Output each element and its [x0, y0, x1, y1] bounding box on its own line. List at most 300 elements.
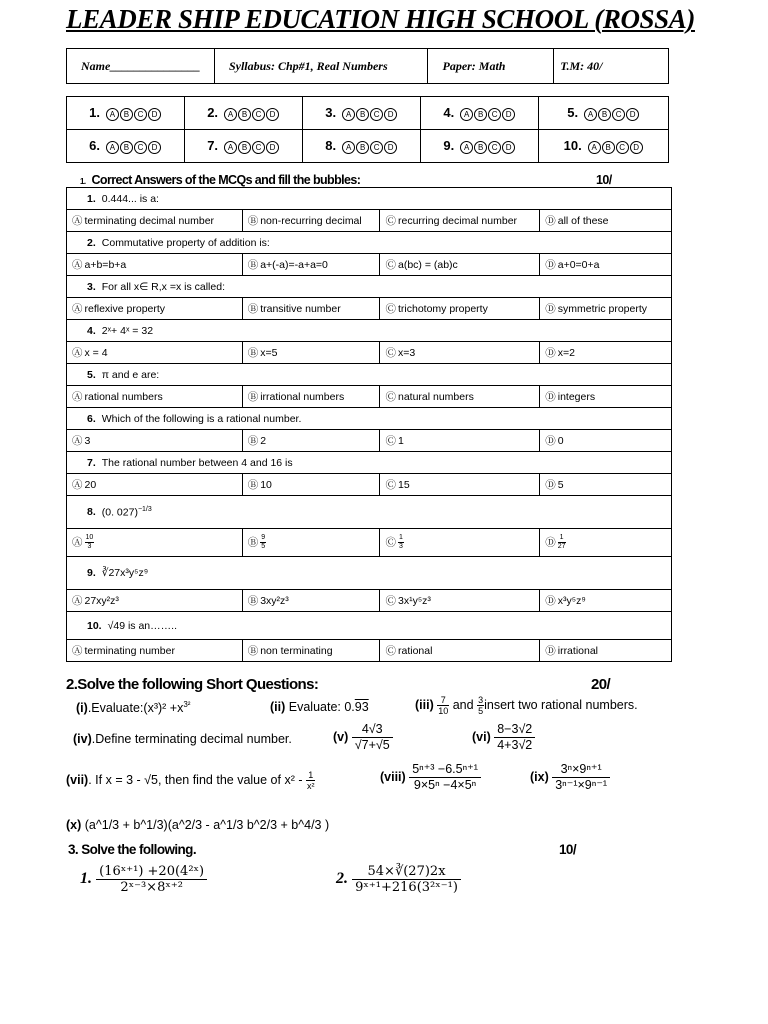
section3-title: 3. Solve the following.: [68, 842, 196, 857]
q-expression: (a^1/3 + b^1/3)(a^2/3 - a^1/3 b^2/3 + b^4/3 ): [84, 818, 330, 832]
option-fraction: [85, 534, 95, 551]
mcq-option[interactable]: [67, 640, 243, 662]
mcq-question-text: Which of the following is a rational number.: [101, 412, 302, 425]
fraction-numerator: (16ˣ⁺¹) +20(4²ˣ): [96, 864, 207, 880]
fraction-numerator: 4√3: [352, 722, 393, 738]
mcq-options-row: [67, 474, 672, 496]
option-text: non-recurring decimal: [260, 215, 362, 227]
bubble-cell: [185, 97, 303, 130]
fraction-expression: [494, 722, 535, 753]
mcq-exponent: −1/3: [137, 505, 152, 513]
mcq-option[interactable]: [380, 254, 540, 276]
q-label: (vi): [472, 729, 491, 744]
answer-bubble[interactable]: A: [584, 108, 597, 121]
mcq-question-text: For all x∈ R,x =x is called:: [101, 280, 225, 293]
bubble-cell: [67, 97, 185, 130]
short-q-iv: [73, 732, 292, 746]
mcq-option[interactable]: [540, 210, 672, 232]
answer-bubble[interactable]: D: [384, 141, 397, 154]
mcq-option[interactable]: [540, 254, 672, 276]
short-q-iii: [415, 695, 638, 716]
fraction-denominator: 27: [557, 543, 566, 550]
fraction-numerator: 1: [398, 534, 403, 541]
mcq-option[interactable]: [67, 430, 243, 452]
option-text: a+b=b+a: [84, 259, 127, 271]
option-letter: Ⓓ: [545, 645, 556, 657]
option-letter: Ⓓ: [545, 215, 556, 227]
fraction-denominator: 9ˣ⁺¹+216(3²ˣ⁻¹): [355, 880, 458, 895]
answer-bubble[interactable]: B: [474, 141, 487, 154]
short-q-ii: [270, 700, 369, 714]
mcq-question-text: (0. 027): [101, 506, 138, 519]
option-letter: Ⓓ: [545, 303, 556, 315]
bubble-cell: [539, 97, 669, 130]
answer-bubble[interactable]: B: [120, 108, 133, 121]
fraction-expression: [552, 762, 610, 793]
bubble-cell: [421, 97, 539, 130]
answer-bubble[interactable]: C: [370, 141, 383, 154]
mcq-option[interactable]: [242, 210, 380, 232]
bubble-cell: [67, 130, 185, 163]
option-text: 15: [397, 479, 410, 491]
option-text: 2: [260, 435, 267, 447]
mcq-number: 9.: [87, 567, 96, 579]
answer-bubble[interactable]: C: [616, 141, 629, 154]
fraction-seven-tenths: [437, 695, 449, 716]
mcq-option[interactable]: [540, 298, 672, 320]
option-letter: Ⓒ: [385, 347, 396, 359]
option-letter: Ⓒ: [385, 645, 396, 657]
mcq-option[interactable]: [380, 529, 540, 557]
q-label: (ix): [530, 769, 549, 784]
bubble-row: [67, 97, 669, 130]
fraction-numerator: 1: [306, 770, 316, 781]
answer-bubble[interactable]: A: [106, 108, 119, 121]
mcq-question-row: [67, 496, 672, 529]
mcq-option[interactable]: [242, 640, 380, 662]
q-text: Evaluate: 0.: [288, 700, 355, 714]
answer-bubble[interactable]: D: [384, 108, 397, 121]
short-q-i: [76, 700, 190, 715]
option-letter: Ⓐ: [72, 435, 83, 447]
mcq-options-row: [67, 298, 672, 320]
q-text: .Define terminating decimal number.: [91, 732, 292, 746]
option-letter: Ⓑ: [247, 215, 259, 227]
mcq-number: 10.: [87, 619, 102, 632]
answer-bubble[interactable]: D: [148, 141, 161, 154]
short-q-ix: [530, 762, 610, 793]
answer-bubble[interactable]: B: [474, 108, 487, 121]
paper-header-table: [66, 48, 669, 84]
mcq-question-row: [67, 232, 672, 254]
mcq-question-row: [67, 320, 672, 342]
mcq-question-text: π and e are:: [101, 368, 160, 381]
bubble-question-number: 5.: [567, 105, 579, 121]
mcq-question-row: [67, 276, 672, 298]
mcq-option[interactable]: [540, 640, 672, 662]
mcq-question: [67, 364, 672, 386]
mcq-question-text: Commutative property of addition is:: [101, 236, 270, 249]
answer-bubble[interactable]: B: [602, 141, 615, 154]
mcq-question-text: 2ˣ+ 4ˣ = 32: [101, 324, 154, 337]
fraction-numerator: 3: [478, 695, 484, 705]
fraction-numerator: 1: [559, 534, 564, 541]
bubble-cell: [185, 130, 303, 163]
mcq-number: 4.: [87, 324, 96, 337]
mcq-question-row: [67, 188, 672, 210]
answer-bubble[interactable]: C: [488, 141, 501, 154]
q-label: (iv): [73, 732, 92, 746]
answer-bubble[interactable]: D: [626, 108, 639, 121]
option-text: rational numbers: [84, 391, 163, 403]
student-name-field[interactable]: Name_______________: [67, 49, 215, 84]
mcq-question: [67, 188, 672, 210]
answer-bubble[interactable]: A: [106, 141, 119, 154]
mcq-options-row: [67, 430, 672, 452]
recurring-digits: 93: [354, 700, 369, 714]
section2-title: 2.Solve the following Short Questions:: [66, 676, 319, 693]
fraction-denominator: 5: [478, 706, 484, 716]
answer-bubble[interactable]: A: [460, 141, 473, 154]
mcq-option[interactable]: [540, 590, 672, 612]
fraction-denominator: 3: [398, 543, 403, 550]
fraction-numerator: 54×∛(27)2x: [352, 864, 461, 880]
mcq-option[interactable]: [380, 474, 540, 496]
answer-bubble[interactable]: A: [224, 108, 237, 121]
q-text: insert two rational numbers.: [484, 697, 638, 712]
answer-bubble[interactable]: A: [342, 108, 355, 121]
option-letter: Ⓑ: [247, 259, 259, 271]
mcq-options-row: [67, 529, 672, 557]
mcq-option[interactable]: [67, 590, 243, 612]
answer-bubble[interactable]: C: [370, 108, 383, 121]
answer-bubble[interactable]: D: [148, 108, 161, 121]
mcq-option[interactable]: [242, 342, 380, 364]
answer-bubble[interactable]: D: [502, 141, 515, 154]
section2-heading: [66, 675, 622, 695]
option-letter: Ⓑ: [247, 595, 259, 607]
option-fraction: [558, 534, 566, 551]
fraction-numerator: 5ⁿ⁺³ −6.5ⁿ⁺¹: [409, 762, 481, 778]
option-text: 5: [557, 479, 564, 491]
section1-marks: 10/: [596, 173, 612, 187]
fraction-denominator: 9×5ⁿ −4×5ⁿ: [413, 778, 477, 792]
option-text: trichotomy property: [397, 303, 488, 315]
answer-bubble[interactable]: A: [224, 141, 237, 154]
answer-bubble[interactable]: D: [266, 141, 279, 154]
solve-q2: [336, 864, 461, 895]
mcq-number: 3.: [87, 280, 96, 293]
q-exponent: 3²: [183, 700, 191, 709]
mcq-question: [67, 408, 672, 430]
mcq-question-text: ∛27x³y⁵z⁹: [101, 567, 149, 579]
mcq-option[interactable]: [242, 590, 380, 612]
option-text: 27xy²z³: [84, 595, 119, 607]
mcq-option[interactable]: [380, 210, 540, 232]
mcq-question: [67, 232, 672, 254]
mcq-question: [67, 452, 672, 474]
section1-title: Correct Answers of the MCQs and fill the bubbles:: [91, 173, 361, 187]
bubble-question-number: 10.: [563, 138, 582, 154]
short-q-vii: [66, 770, 315, 791]
option-text: 20: [84, 479, 97, 491]
mcq-option[interactable]: [242, 298, 380, 320]
mcq-option[interactable]: [540, 474, 672, 496]
answer-bubble[interactable]: C: [252, 141, 265, 154]
bubble-question-number: 9.: [443, 138, 455, 154]
q-label: 2.: [336, 870, 348, 887]
bubble-question-number: 6.: [89, 138, 100, 154]
mcq-option[interactable]: [380, 342, 540, 364]
answer-bubble[interactable]: D: [266, 108, 279, 121]
answer-bubble[interactable]: B: [598, 108, 611, 121]
option-letter: Ⓐ: [72, 303, 83, 315]
mcq-option[interactable]: [67, 254, 243, 276]
mcq-question: [67, 612, 672, 640]
total-marks-label: T.M: 40/: [554, 49, 669, 84]
mcq-option[interactable]: [380, 640, 540, 662]
option-letter: Ⓐ: [72, 645, 83, 657]
option-letter: Ⓒ: [385, 303, 396, 315]
mcq-option[interactable]: [242, 474, 380, 496]
option-text: rational: [397, 645, 433, 657]
answer-bubble[interactable]: B: [238, 108, 251, 121]
fraction-denominator: √7+√5: [354, 738, 390, 752]
section1-heading: [80, 172, 620, 188]
solve-q1: [80, 864, 207, 895]
section3-marks: 10/: [559, 842, 576, 857]
answer-bubble-sheet: [66, 96, 669, 163]
short-q-viii: [380, 762, 481, 793]
option-letter: Ⓒ: [385, 536, 396, 549]
option-text: transitive number: [260, 303, 341, 315]
bubble-question-number: 4.: [443, 105, 455, 121]
option-letter: Ⓓ: [545, 536, 556, 549]
mcq-question-text: √49 is an……..: [107, 619, 177, 632]
fraction-expression: [352, 722, 393, 753]
option-text: a+0=0+a: [557, 259, 600, 271]
option-text: terminating number: [84, 645, 175, 657]
option-letter: Ⓐ: [72, 595, 83, 607]
syllabus-label: Syllabus: Chp#1, Real Numbers: [214, 49, 428, 84]
mcq-option[interactable]: [242, 386, 380, 408]
option-letter: Ⓒ: [385, 215, 396, 227]
q-label: 1.: [80, 870, 92, 887]
bubble-question-number: 3.: [325, 105, 337, 121]
answer-bubble[interactable]: C: [252, 108, 265, 121]
fraction-one-over-x-squared: [306, 770, 316, 791]
mcq-option[interactable]: [67, 298, 243, 320]
option-letter: Ⓒ: [385, 435, 396, 447]
fraction-numerator: 9: [261, 534, 266, 541]
fraction-denominator: 5: [261, 543, 266, 550]
option-text: natural numbers: [397, 391, 474, 403]
mcq-option[interactable]: [540, 430, 672, 452]
fraction-denominator: 4+3√2: [497, 738, 533, 752]
mcq-question: [67, 320, 672, 342]
bubble-cell: [303, 97, 421, 130]
mcq-option[interactable]: [242, 529, 380, 557]
q-label: (viii): [380, 769, 406, 784]
option-text: a(bc) = (ab)c: [397, 259, 458, 271]
q-text: . If x = 3 - √5, then find the value of x² -: [88, 772, 306, 787]
mcq-question: [67, 557, 672, 590]
option-letter: Ⓑ: [247, 347, 259, 359]
option-letter: Ⓐ: [72, 391, 83, 403]
option-text: 10: [260, 479, 272, 491]
option-letter: Ⓐ: [72, 536, 83, 549]
option-fraction: [398, 534, 404, 551]
mcq-option[interactable]: [380, 386, 540, 408]
mcq-number: 2.: [87, 236, 96, 249]
mcq-question-row: [67, 408, 672, 430]
mcq-option[interactable]: [242, 254, 380, 276]
answer-bubble[interactable]: A: [342, 141, 355, 154]
option-letter: Ⓑ: [247, 303, 259, 315]
option-letter: Ⓓ: [545, 435, 556, 447]
answer-bubble[interactable]: D: [502, 108, 515, 121]
option-letter: Ⓒ: [385, 391, 396, 403]
mcq-option[interactable]: [67, 210, 243, 232]
option-text: non terminating: [260, 645, 333, 657]
mcq-question: [67, 276, 672, 298]
school-title: LEADER SHIP EDUCATION HIGH SCHOOL (ROSSA): [66, 4, 695, 34]
option-letter: Ⓓ: [545, 259, 556, 271]
q-label: (vii): [66, 772, 89, 787]
bubble-cell: [303, 130, 421, 163]
mcq-option[interactable]: [380, 298, 540, 320]
option-fraction: [260, 534, 266, 551]
mcq-options-row: [67, 342, 672, 364]
mcq-options-row: [67, 254, 672, 276]
option-text: irrational: [557, 645, 599, 657]
option-letter: Ⓒ: [385, 479, 396, 491]
option-text: x=2: [557, 347, 575, 359]
mcq-options-row: [67, 590, 672, 612]
mcq-option[interactable]: [540, 529, 672, 557]
mcq-option[interactable]: [380, 590, 540, 612]
fraction-numerator: 3ⁿ×9ⁿ⁺¹: [552, 762, 610, 778]
q-label: (iii): [415, 697, 434, 712]
option-letter: Ⓒ: [385, 595, 396, 607]
fraction-denominator: 3: [87, 543, 92, 550]
answer-bubble[interactable]: A: [460, 108, 473, 121]
option-text: symmetric property: [557, 303, 647, 315]
q-text: .Evaluate:(x³)² +x: [87, 701, 184, 716]
bubble-cell: [421, 130, 539, 163]
mcq-number: 6.: [87, 412, 96, 425]
option-letter: Ⓑ: [247, 645, 259, 657]
mcq-option[interactable]: [67, 342, 243, 364]
answer-bubble[interactable]: A: [588, 141, 601, 154]
option-text: integers: [557, 391, 596, 403]
option-text: x=5: [260, 347, 278, 359]
option-letter: Ⓐ: [72, 347, 83, 359]
answer-bubble[interactable]: B: [238, 141, 251, 154]
bubble-question-number: 2.: [207, 105, 219, 121]
mcq-option[interactable]: [67, 474, 243, 496]
option-text: all of these: [557, 215, 609, 227]
q-label: (i): [76, 701, 88, 716]
option-text: a+(-a)=-a+a=0: [260, 259, 328, 271]
fraction-expression: [96, 864, 207, 895]
fraction-denominator: x²: [306, 781, 315, 791]
mcq-option[interactable]: [540, 342, 672, 364]
option-letter: Ⓐ: [72, 479, 83, 491]
answer-bubble[interactable]: D: [630, 141, 643, 154]
mcq-option[interactable]: [67, 386, 243, 408]
fraction-numerator: 8−3√2: [494, 722, 535, 738]
mcq-number: 1.: [87, 192, 96, 205]
mcq-question-row: [67, 364, 672, 386]
answer-bubble[interactable]: B: [356, 141, 369, 154]
short-q-v: [333, 722, 393, 753]
option-text: 3: [84, 435, 91, 447]
option-letter: Ⓓ: [545, 347, 556, 359]
fraction-expression: [409, 762, 481, 793]
option-letter: Ⓐ: [72, 215, 83, 227]
mcq-question-row: [67, 612, 672, 640]
option-text: recurring decimal number: [397, 215, 518, 227]
bubble-question-number: 1.: [89, 105, 100, 121]
section1-number: 1.: [80, 177, 86, 186]
option-text: irrational numbers: [260, 391, 345, 403]
mcq-options-row: [67, 386, 672, 408]
section2-marks: 20/: [591, 676, 611, 693]
option-text: 0: [557, 435, 564, 447]
mcq-options-row: [67, 640, 672, 662]
q-label: (v): [333, 729, 349, 744]
fraction-expression: [352, 864, 461, 895]
option-letter: Ⓑ: [247, 536, 259, 549]
bubble-cell: [539, 130, 669, 163]
mcq-option[interactable]: [67, 529, 243, 557]
mcq-number: 5.: [87, 368, 96, 381]
paper-label: Paper: Math: [428, 49, 554, 84]
fraction-numerator: 7: [437, 695, 449, 706]
fraction-denominator: 10: [438, 706, 449, 716]
answer-bubble[interactable]: B: [120, 141, 133, 154]
answer-bubble[interactable]: C: [134, 141, 147, 154]
mcq-options-row: [67, 210, 672, 232]
mcq-option[interactable]: [380, 430, 540, 452]
section3-heading: [68, 841, 588, 859]
bubble-question-number: 8.: [325, 138, 337, 154]
answer-bubble[interactable]: C: [488, 108, 501, 121]
option-text: terminating decimal number: [84, 215, 215, 227]
answer-bubble[interactable]: C: [134, 108, 147, 121]
fraction-numerator: 10: [85, 534, 94, 541]
mcq-question: [67, 496, 672, 529]
option-text: x = 4: [84, 347, 108, 359]
option-text: 3x¹y⁵z³: [397, 595, 431, 607]
option-text: 3xy²z³: [260, 595, 289, 607]
answer-bubble[interactable]: C: [612, 108, 625, 121]
option-letter: Ⓓ: [545, 479, 556, 491]
mcq-option[interactable]: [540, 386, 672, 408]
option-letter: Ⓑ: [247, 391, 259, 403]
mcq-number: 8.: [87, 506, 96, 519]
short-q-x: [66, 818, 329, 832]
mcq-question-text: The rational number between 4 and 16 is: [101, 456, 293, 469]
q-text: and: [452, 697, 474, 712]
short-q-vi: [472, 722, 535, 753]
fraction-denominator: 2ˣ⁻³×8ˣ⁺²: [120, 880, 183, 895]
bubble-row: [67, 130, 669, 163]
mcq-option[interactable]: [242, 430, 380, 452]
answer-bubble[interactable]: B: [356, 108, 369, 121]
option-text: x=3: [397, 347, 416, 359]
